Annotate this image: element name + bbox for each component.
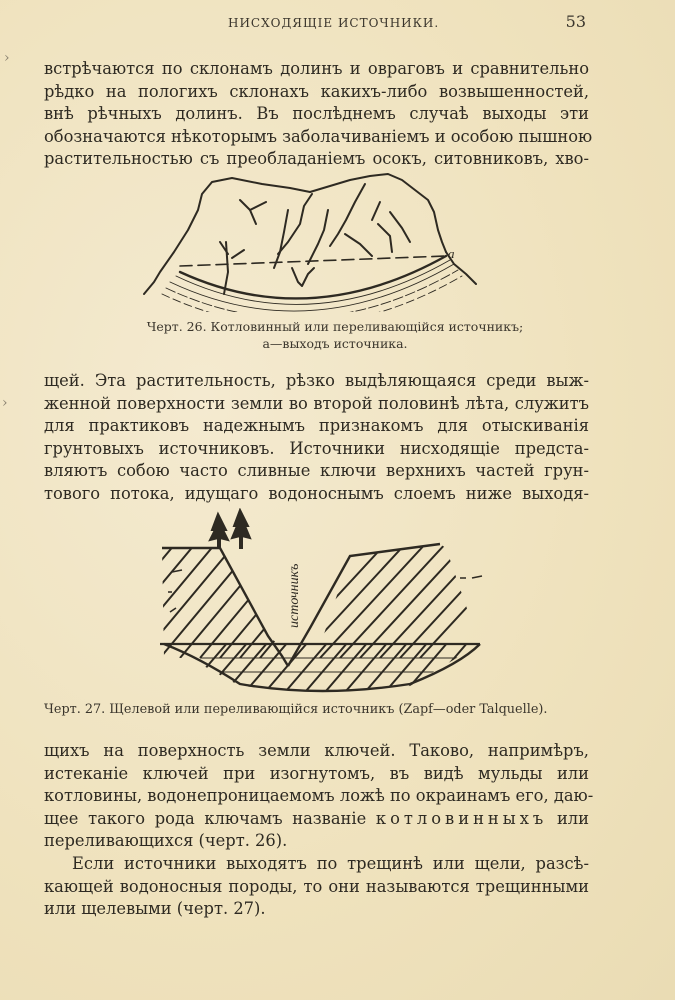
text-line: Если источники выходятъ по трещинѣ или щели, разсѣ- <box>72 854 589 873</box>
text-line: или щелевыми (черт. 27). <box>44 899 266 918</box>
text-line: обозначаются нѣкоторымъ заболачиваніемъ и особою пышною <box>44 126 593 146</box>
page-number: 53 <box>565 12 586 31</box>
text-line: щей. Эта растительность, рѣзко выдѣляющаяся среди выж- <box>44 371 589 390</box>
margin-mark: › <box>4 50 10 66</box>
text-line: грунтовыхъ источниковъ. Источники нисходящіе предста- <box>44 438 589 458</box>
figure-26-caption <box>100 318 570 352</box>
text-line: встрѣчаются по склонамъ долинъ и овраговъ и сравнительно <box>44 59 589 78</box>
text-line-mixed <box>44 808 589 831</box>
figure-26-basin-spring-drawing <box>140 172 480 312</box>
paragraph-4 <box>44 853 589 921</box>
figure-26-label-a: a <box>448 246 455 261</box>
text-line: рѣдко на пологихъ склонахъ какихъ-либо возвышенностей, <box>44 81 589 101</box>
figure-27-caption: Черт. 27. Щелевой или переливающійся источникъ (Zapf—oder Talquelle). <box>44 702 548 717</box>
text-line: для практиковъ надежнымъ признакомъ для отыскиванія <box>44 416 589 435</box>
text-line: внѣ рѣчныхъ долинъ. Въ послѣднемъ случаѣ выходы эти <box>44 104 589 123</box>
paragraph-3 <box>44 740 594 853</box>
text-run: или <box>556 808 589 828</box>
figure-27-fissure-spring-drawing <box>160 508 490 694</box>
running-head: НИСХОДЯЩІЕ ИСТОЧНИКИ. <box>228 16 440 30</box>
text-line: тового потока, идущаго водоноснымъ слоемъ ниже выходя- <box>44 483 589 503</box>
text-line: растительностью съ преобладаніемъ осокъ, ситовниковъ, хво- <box>44 149 589 168</box>
caption-line: a—выходъ источника. <box>262 336 408 351</box>
margin-mark: › <box>2 395 8 411</box>
text-line: переливающихся (черт. 26). <box>44 831 288 850</box>
text-line: женной поверхности земли во второй половинѣ лѣта, служитъ <box>44 393 589 413</box>
emphasized-term: котловинныхъ <box>375 808 548 828</box>
text-run: щее такого рода ключамъ названіе <box>44 808 367 828</box>
figure-27-spring-label: источникъ <box>287 563 302 628</box>
page-header <box>44 12 586 36</box>
text-line: истеканіе ключей при изогнутомъ, въ видѣ мульды или <box>44 763 589 783</box>
text-line: щихъ на поверхность земли ключей. Таково, напримѣръ, <box>44 741 589 760</box>
caption-line: Черт. 26. Котловинный или переливающійся источникъ; <box>146 319 524 334</box>
text-line: кающей водоносныя породы, то они называются трещинными <box>44 876 589 896</box>
paragraph-1 <box>44 58 593 171</box>
text-line: котловины, водонепроницаемомъ ложѣ по окраинамъ его, даю- <box>44 786 594 805</box>
text-line: вляютъ собою часто сливные ключи верхнихъ частей грун- <box>44 461 589 480</box>
paragraph-2 <box>44 370 589 505</box>
